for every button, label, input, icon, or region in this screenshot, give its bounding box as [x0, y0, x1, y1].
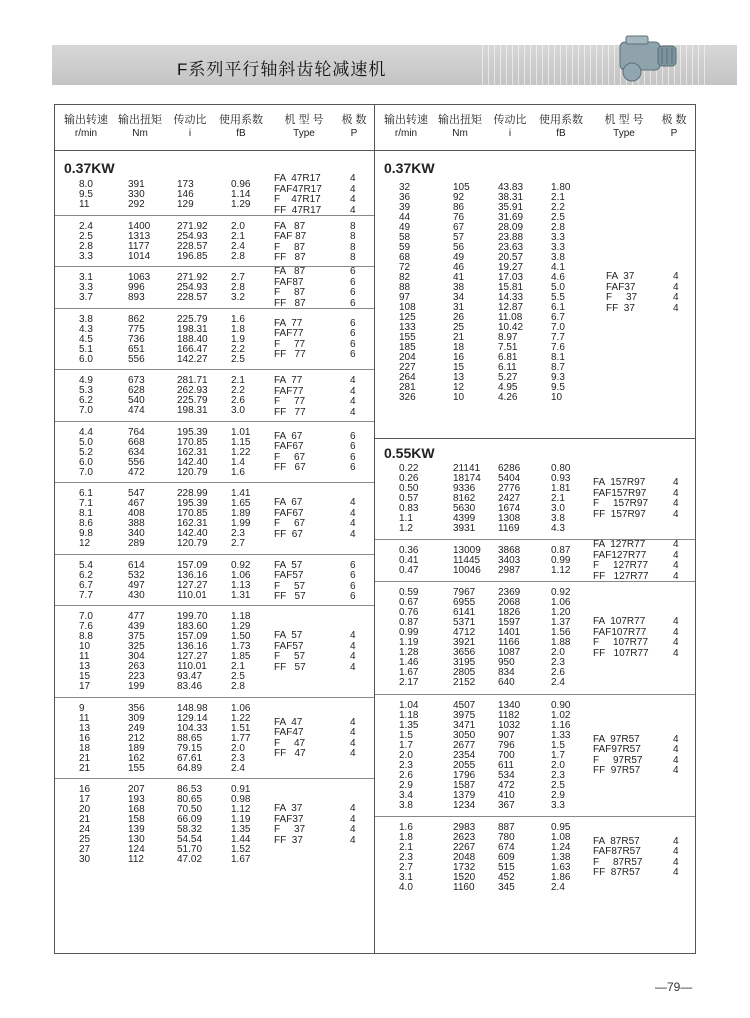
left-poles-4: 4 4 4 4 [350, 375, 356, 418]
left-group-separator [55, 369, 374, 370]
left-fb-1: 2.0 2.1 2.4 2.8 [231, 220, 245, 262]
r2-speed-3: 1.04 1.18 1.35 1.5 1.7 2.0 2.3 2.6 2.9 3.4 3.8 [399, 699, 419, 811]
r2-types-1: FA 127R77 FAF127R77 F 127R77 FF 127R77 [593, 539, 649, 582]
r1-torque-0: 105 92 86 76 67 57 56 49 46 41 38 34 31 26 25 21 18 16 15 13 12 10 [453, 182, 470, 403]
left-speed-2: 3.1 3.3 3.7 [79, 272, 93, 303]
left-types-5: FA 67 FAF67 F 67 FF 67 [274, 430, 306, 473]
r1-speed-0: 32 36 39 44 49 58 59 68 72 82 88 97 108 125 133 155 185 204 227 264 281 326 [399, 182, 416, 403]
left-ratio-5: 195.39 170.85 162.31 142.40 120.79 [177, 426, 208, 478]
left-types-9: FA 47 FAF47 F 47 FF 47 [274, 716, 306, 759]
r2-torque-2: 7967 6955 6141 5371 4712 3921 3656 3195 2805 2152 [453, 587, 476, 689]
r2-torque-0: 21141 18174 9336 8162 5630 4399 3931 [453, 463, 481, 534]
left-fb-4: 2.1 2.2 2.6 3.0 [231, 375, 245, 416]
left-speed-3: 3.8 4.3 4.5 5.1 6.0 [79, 313, 93, 365]
header-rule [54, 150, 696, 151]
gear-motor-image [612, 28, 682, 88]
left-group-separator [55, 554, 374, 555]
r2-ratio-1: 3868 3403 2987 [498, 545, 521, 577]
r2-fb-4: 0.95 1.08 1.24 1.38 1.63 1.86 2.4 [551, 821, 571, 893]
r2-speed-2: 0.59 0.67 0.76 0.87 0.99 1.19 1.28 1.46 1.67 2.17 [399, 587, 419, 689]
r2-group-separator [375, 816, 695, 817]
left-ratio-4: 281.71 262.93 225.79 198.31 [177, 375, 208, 416]
header-poles: 极 数 P [341, 114, 367, 139]
left-fb-9: 1.06 1.22 1.51 1.77 2.0 2.3 2.4 [231, 702, 251, 774]
section-power-right-2: 0.55KW [384, 445, 435, 461]
left-ratio-10: 86.53 80.65 70.50 66.09 58.32 54.54 51.70 47.02 [177, 784, 203, 865]
left-ratio-0: 173 146 129 [177, 179, 194, 210]
header-type: 机 型 号 Type [284, 114, 324, 139]
r2-types-4: FA 87R57 FAF87R57 F 87R57 FF 87R57 [593, 835, 643, 879]
left-types-0: FA 47R17 FAF47R17 F 47R17 FF 47R17 [274, 173, 322, 216]
left-torque-10: 207 193 168 158 139 130 124 112 [128, 784, 145, 865]
r2-group-separator [375, 581, 695, 582]
left-fb-3: 1.6 1.8 1.9 2.2 2.5 [231, 313, 245, 365]
left-types-8: FA 57 FAF57 F 57 FF 57 [274, 630, 306, 673]
left-fb-5: 1.01 1.15 1.22 1.4 1.6 [231, 426, 251, 478]
left-poles-10: 4 4 4 4 [350, 803, 356, 846]
left-ratio-3: 225.79 198.31 188.40 166.47 142.27 [177, 313, 208, 365]
left-speed-0: 8.0 9.5 11 [79, 179, 93, 210]
r2-speed-4: 1.6 1.8 2.1 2.3 2.7 3.1 4.0 [399, 821, 413, 893]
header-poles-right: 极 数 P [661, 114, 687, 139]
r2-ratio-2: 2369 2068 1826 1597 1401 1166 1087 950 834 640 [498, 587, 521, 689]
left-types-4: FA 77 FAF77 F 77 FF 77 [274, 375, 306, 418]
r2-fb-2: 0.92 1.06 1.20 1.37 1.56 1.88 2.0 2.3 2.6 2.4 [551, 587, 571, 689]
r2-poles-3: 4 4 4 4 [673, 733, 679, 777]
left-poles-1: 8 8 8 8 [350, 220, 356, 263]
left-group-separator [55, 697, 374, 698]
table-frame [54, 104, 696, 954]
left-speed-1: 2.4 2.5 2.8 3.3 [79, 220, 93, 262]
left-poles-6: 4 4 4 4 [350, 497, 356, 540]
left-group-separator [55, 308, 374, 309]
left-torque-3: 862 775 736 651 556 [128, 313, 145, 365]
left-types-2: FA 87 FAF87 F 87 FF 87 [274, 266, 306, 309]
left-group-separator [55, 778, 374, 779]
r1-ratio-0: 43.83 38.31 35.91 31.69 28.09 23.88 23.63 20.57 19.27 17.03 15.81 14.33 12.87 11.08 10.42 8.97 7.51 6.81 6.11 5.27 4.95 4.26 [498, 182, 524, 403]
r2-fb-3: 0.90 1.02 1.16 1.33 1.5 1.7 2.0 2.3 2.5 2.9 3.3 [551, 699, 571, 811]
section-power-right-1: 0.37KW [384, 160, 435, 176]
header-torque-right: 输出扭矩 Nm [438, 114, 482, 139]
right-section-rule [374, 438, 696, 439]
left-fb-0: 0.96 1.14 1.29 [231, 179, 251, 210]
r1-types-0: FA 37 FAF37 F 37 FF 37 [606, 271, 638, 314]
header-ratio: 传动比 i [173, 114, 207, 139]
left-ratio-1: 271.92 254.93 228.57 196.85 [177, 220, 208, 262]
r2-poles-0: 4 4 4 4 [673, 477, 679, 520]
r2-fb-1: 0.87 0.99 1.12 [551, 545, 571, 577]
page-title: F系列平行轴斜齿轮减速机 [177, 60, 387, 79]
left-speed-6: 6.1 7.1 8.1 8.6 9.8 12 [79, 488, 93, 549]
header-fb-right: 使用系数 fB [539, 114, 583, 139]
section-power-left: 0.37KW [64, 160, 115, 176]
header-speed: 输出转速 r/min [64, 114, 108, 139]
left-torque-0: 391 330 292 [128, 179, 145, 210]
r1-fb-0: 1.80 2.1 2.2 2.5 2.8 3.3 3.3 3.8 4.1 4.6 5.0 5.5 6.1 6.7 7.0 7.7 7.6 8.1 8.7 9.3 9.5 10 [551, 182, 571, 403]
r2-types-3: FA 97R57 FAF97R57 F 97R57 FF 97R57 [593, 733, 643, 777]
left-ratio-7: 157.09 136.16 127.27 110.01 [177, 559, 208, 601]
left-types-10: FA 37 FAF37 F 37 FF 37 [274, 803, 306, 846]
left-torque-5: 764 668 634 556 472 [128, 426, 145, 478]
left-speed-10: 16 17 20 21 24 25 27 30 [79, 784, 91, 865]
r2-speed-1: 0.36 0.41 0.47 [399, 545, 419, 577]
page-number: —79— [655, 980, 693, 994]
left-types-6: FA 67 FAF67 F 67 FF 67 [274, 497, 306, 540]
left-types-1: FA 87 FAF 87 F 87 FF 87 [274, 220, 307, 263]
left-poles-8: 4 4 4 4 [350, 630, 356, 673]
left-speed-9: 9 11 13 16 18 21 21 [79, 702, 91, 774]
left-torque-8: 477 439 375 325 304 263 223 199 [128, 611, 145, 692]
left-torque-9: 356 309 249 212 189 162 155 [128, 702, 145, 774]
left-fb-6: 1.41 1.65 1.89 1.99 2.3 2.7 [231, 488, 251, 549]
header-fb: 使用系数 fB [219, 114, 263, 139]
r2-group-separator [375, 694, 695, 695]
left-ratio-9: 148.98 129.14 104.33 88.65 79.15 67.61 64.89 [177, 702, 208, 774]
left-fb-2: 2.7 2.8 3.2 [231, 272, 245, 303]
left-fb-10: 0.91 0.98 1.12 1.19 1.35 1.44 1.52 1.67 [231, 784, 251, 865]
center-divider [374, 104, 375, 954]
left-speed-7: 5.4 6.2 6.7 7.7 [79, 559, 93, 601]
header-type-right: 机 型 号 Type [604, 114, 644, 139]
left-speed-4: 4.9 5.3 6.2 7.0 [79, 375, 93, 416]
left-group-separator [55, 421, 374, 422]
left-torque-2: 1063 996 893 [128, 272, 151, 303]
left-ratio-8: 199.70 183.60 157.09 136.16 127.27 110.01 93.47 83.46 [177, 611, 208, 692]
r2-torque-1: 13009 11445 10046 [453, 545, 481, 577]
left-group-separator [55, 215, 374, 216]
left-types-3: FA 77 FAF77 F 77 FF 77 [274, 317, 306, 360]
left-ratio-6: 228.99 195.39 170.85 162.31 142.40 120.79 [177, 488, 208, 549]
header-speed-right: 输出转速 r/min [384, 114, 428, 139]
left-speed-5: 4.4 5.0 5.2 6.0 7.0 [79, 426, 93, 478]
left-poles-7: 6 6 6 6 [350, 559, 356, 602]
left-torque-4: 673 628 540 474 [128, 375, 145, 416]
left-speed-8: 7.0 7.6 8.8 10 11 13 15 17 [79, 611, 93, 692]
left-poles-2: 6 6 6 6 [350, 266, 356, 309]
r2-types-2: FA 107R77 FAF107R77 F 107R77 FF 107R77 [593, 616, 649, 659]
left-fb-7: 0.92 1.06 1.13 1.31 [231, 559, 251, 601]
r2-ratio-3: 1340 1182 1032 907 796 700 611 534 472 410 367 [498, 699, 521, 811]
r2-poles-1: 4 4 4 4 [673, 539, 679, 582]
left-poles-9: 4 4 4 4 [350, 716, 356, 759]
left-group-separator [55, 605, 374, 606]
left-poles-5: 6 6 6 6 [350, 430, 356, 473]
left-fb-8: 1.18 1.29 1.50 1.73 1.85 2.1 2.5 2.8 [231, 611, 251, 692]
header-torque: 输出扭矩 Nm [118, 114, 162, 139]
left-torque-1: 1400 1313 1177 1014 [128, 220, 151, 262]
r2-torque-3: 4507 3975 3471 3050 2677 2354 2055 1796 1587 1379 1234 [453, 699, 476, 811]
r2-types-0: FA 157R97 FAF157R97 F 157R97 FF 157R97 [593, 477, 649, 520]
left-group-separator [55, 266, 374, 267]
left-types-7: FA 57 FAF57 F 57 FF 57 [274, 559, 306, 602]
left-group-separator [55, 482, 374, 483]
r2-ratio-0: 6286 5404 2776 2427 1674 1308 1169 [498, 463, 521, 534]
left-poles-3: 6 6 6 6 [350, 317, 356, 360]
left-torque-7: 614 532 497 430 [128, 559, 145, 601]
left-poles-0: 4 4 4 4 [350, 173, 356, 216]
r2-speed-0: 0.22 0.26 0.50 0.57 0.83 1.1 1.2 [399, 463, 419, 534]
r2-ratio-4: 887 780 674 609 515 452 345 [498, 821, 515, 893]
r2-fb-0: 0.80 0.93 1.81 2.1 3.0 3.8 4.3 [551, 463, 571, 534]
r1-poles-0: 4 4 4 4 [673, 271, 679, 314]
left-ratio-2: 271.92 254.93 228.57 [177, 272, 208, 303]
left-torque-6: 547 467 408 388 340 289 [128, 488, 145, 549]
r2-torque-4: 2983 2623 2267 2048 1732 1520 1160 [453, 821, 476, 893]
header-ratio-right: 传动比 i [493, 114, 527, 139]
r2-poles-2: 4 4 4 4 [673, 616, 679, 659]
r2-poles-4: 4 4 4 4 [673, 835, 679, 879]
